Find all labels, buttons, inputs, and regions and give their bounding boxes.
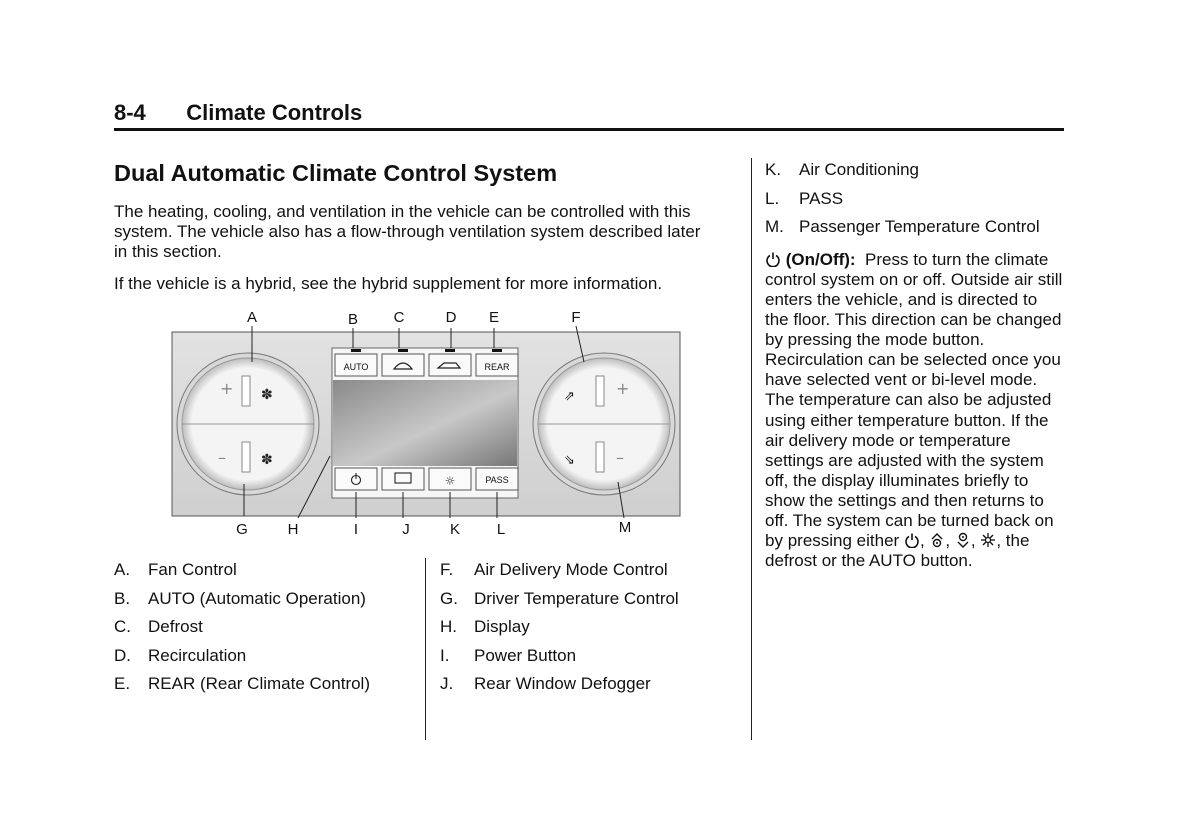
svg-text:–: – — [218, 448, 226, 467]
legend-text: Defrost — [148, 617, 203, 637]
pass-button-text: PASS — [485, 475, 509, 485]
list-item — [440, 560, 679, 589]
onoff-paragraph: (On/Off): Press to turn the climate control system on or off. Outside air still enters the vehicle, and is directed to the floor. This direction can be changed by pressing the mode button. Recirculation can be selected once you have selected vent or bi-level mode. The temperature can also be adjusted using either temperature button. If the air delivery mode or temperature settings are adjusted with the system off, the display illuminates briefly to show the settings and then returns to off. The system can be turned back on by pressing either , , , , the defrost or the AUTO button. — [765, 249, 1063, 571]
header-rule — [114, 128, 1064, 131]
list-item — [440, 646, 679, 675]
list-item — [440, 617, 679, 646]
section-number: 8-4 — [114, 100, 146, 125]
auto-button-text: AUTO — [343, 362, 369, 372]
onoff-term: (On/Off): — [785, 249, 856, 269]
callout-l: L — [496, 521, 506, 538]
callout-k: K — [449, 521, 460, 538]
legend-text: Passenger Temperature Control — [799, 217, 1040, 237]
legend-text: Rear Window Defogger — [474, 674, 651, 694]
callout-c: C — [393, 309, 405, 326]
section-title: Climate Controls — [186, 100, 363, 125]
legend-text: AUTO (Automatic Operation) — [148, 588, 366, 608]
callout-m: M — [618, 519, 632, 536]
callout-d: D — [445, 309, 457, 326]
legend-key: M. — [765, 217, 784, 237]
list-item — [114, 646, 370, 675]
legend-left — [114, 560, 370, 703]
legend-key: J. — [440, 674, 454, 694]
legend-middle — [440, 560, 679, 703]
svg-text:⇘: ⇘ — [564, 453, 575, 468]
legend-key: D. — [114, 645, 131, 665]
legend-key: C. — [114, 617, 131, 637]
legend-key: B. — [114, 588, 131, 608]
list-item — [114, 589, 370, 618]
fan-up-icon — [929, 532, 945, 548]
intro-paragraph: The heating, cooling, and ventilation in the vehicle can be controlled with this system. The vehicle also has a flow-through ventilation system described later in this section. — [114, 202, 701, 261]
list-item — [765, 160, 1065, 189]
callout-a: A — [246, 309, 257, 326]
callout-f: F — [571, 309, 581, 326]
legend-key: A. — [114, 560, 131, 579]
legend-right — [765, 160, 1065, 246]
list-item — [114, 617, 370, 646]
legend-text: Driver Temperature Control — [474, 588, 679, 608]
onoff-tail-end: the defrost or the AUTO button. — [765, 531, 1030, 571]
column-divider-2 — [751, 158, 752, 740]
right-column — [765, 160, 1065, 571]
climate-panel-figure — [170, 306, 682, 542]
legend-text: Power Button — [474, 645, 577, 665]
callout-h: H — [287, 521, 299, 538]
page-heading: Dual Automatic Climate Control System — [114, 160, 558, 186]
legend-text: Air Delivery Mode Control — [474, 560, 668, 579]
power-icon — [765, 251, 781, 267]
svg-text:⇗: ⇗ — [564, 389, 575, 404]
legend-text: PASS — [799, 188, 844, 208]
list-item — [440, 589, 679, 618]
svg-text:✽: ✽ — [261, 452, 273, 468]
legend-text: Fan Control — [148, 560, 237, 579]
callout-i: I — [353, 521, 359, 538]
legend-text: Recirculation — [148, 645, 247, 665]
legend-text: REAR (Rear Climate Control) — [148, 674, 370, 694]
power-icon — [904, 532, 920, 548]
list-item — [765, 217, 1065, 246]
svg-text:✽: ✽ — [261, 387, 273, 403]
main-column — [114, 158, 714, 306]
page-header — [114, 100, 1064, 126]
callout-g: G — [236, 521, 248, 538]
svg-text:+: + — [616, 379, 630, 398]
fan-down-icon — [955, 532, 971, 548]
legend-key: I. — [440, 645, 450, 665]
hybrid-paragraph: If the vehicle is a hybrid, see the hybrid supplement for more information. — [114, 274, 663, 293]
onoff-description: Press to turn the climate control system on or off. Outside air still enters the vehicle, and is directed to the floor. This direction can be changed by pressing the mode button. Recirculation can be selected once you have selected vent or bi-level mode. The temperature can also be adjusted using either temperature button. If the air delivery mode or temperature settings are adjusted with the system off, the display illuminates briefly to show the settings and then returns to off. The system can be turned back on by — [765, 249, 1063, 551]
list-item — [114, 560, 370, 589]
callout-b: B — [347, 311, 358, 328]
legend-key: H. — [440, 617, 457, 637]
legend-key: L. — [765, 188, 780, 208]
list-item — [440, 674, 679, 703]
climate-panel-drawing — [170, 306, 682, 542]
callout-j: J — [402, 521, 410, 538]
svg-text:☼: ☼ — [444, 474, 456, 488]
ac-snowflake-icon — [980, 532, 996, 548]
svg-text:+: + — [220, 379, 234, 398]
legend-key: E. — [114, 674, 131, 694]
callout-e: E — [488, 309, 499, 326]
list-item — [765, 189, 1065, 218]
legend-key: K. — [765, 160, 782, 179]
rear-button-text: REAR — [484, 362, 510, 372]
svg-text:–: – — [616, 448, 624, 467]
legend-key: F. — [440, 560, 454, 579]
legend-text: Display — [474, 617, 530, 637]
legend-key: G. — [440, 588, 458, 608]
list-item — [114, 674, 370, 703]
legend-text: Air Conditioning — [799, 160, 920, 179]
column-divider-1 — [425, 558, 426, 740]
onoff-tail-start: pressing either — [787, 531, 900, 551]
